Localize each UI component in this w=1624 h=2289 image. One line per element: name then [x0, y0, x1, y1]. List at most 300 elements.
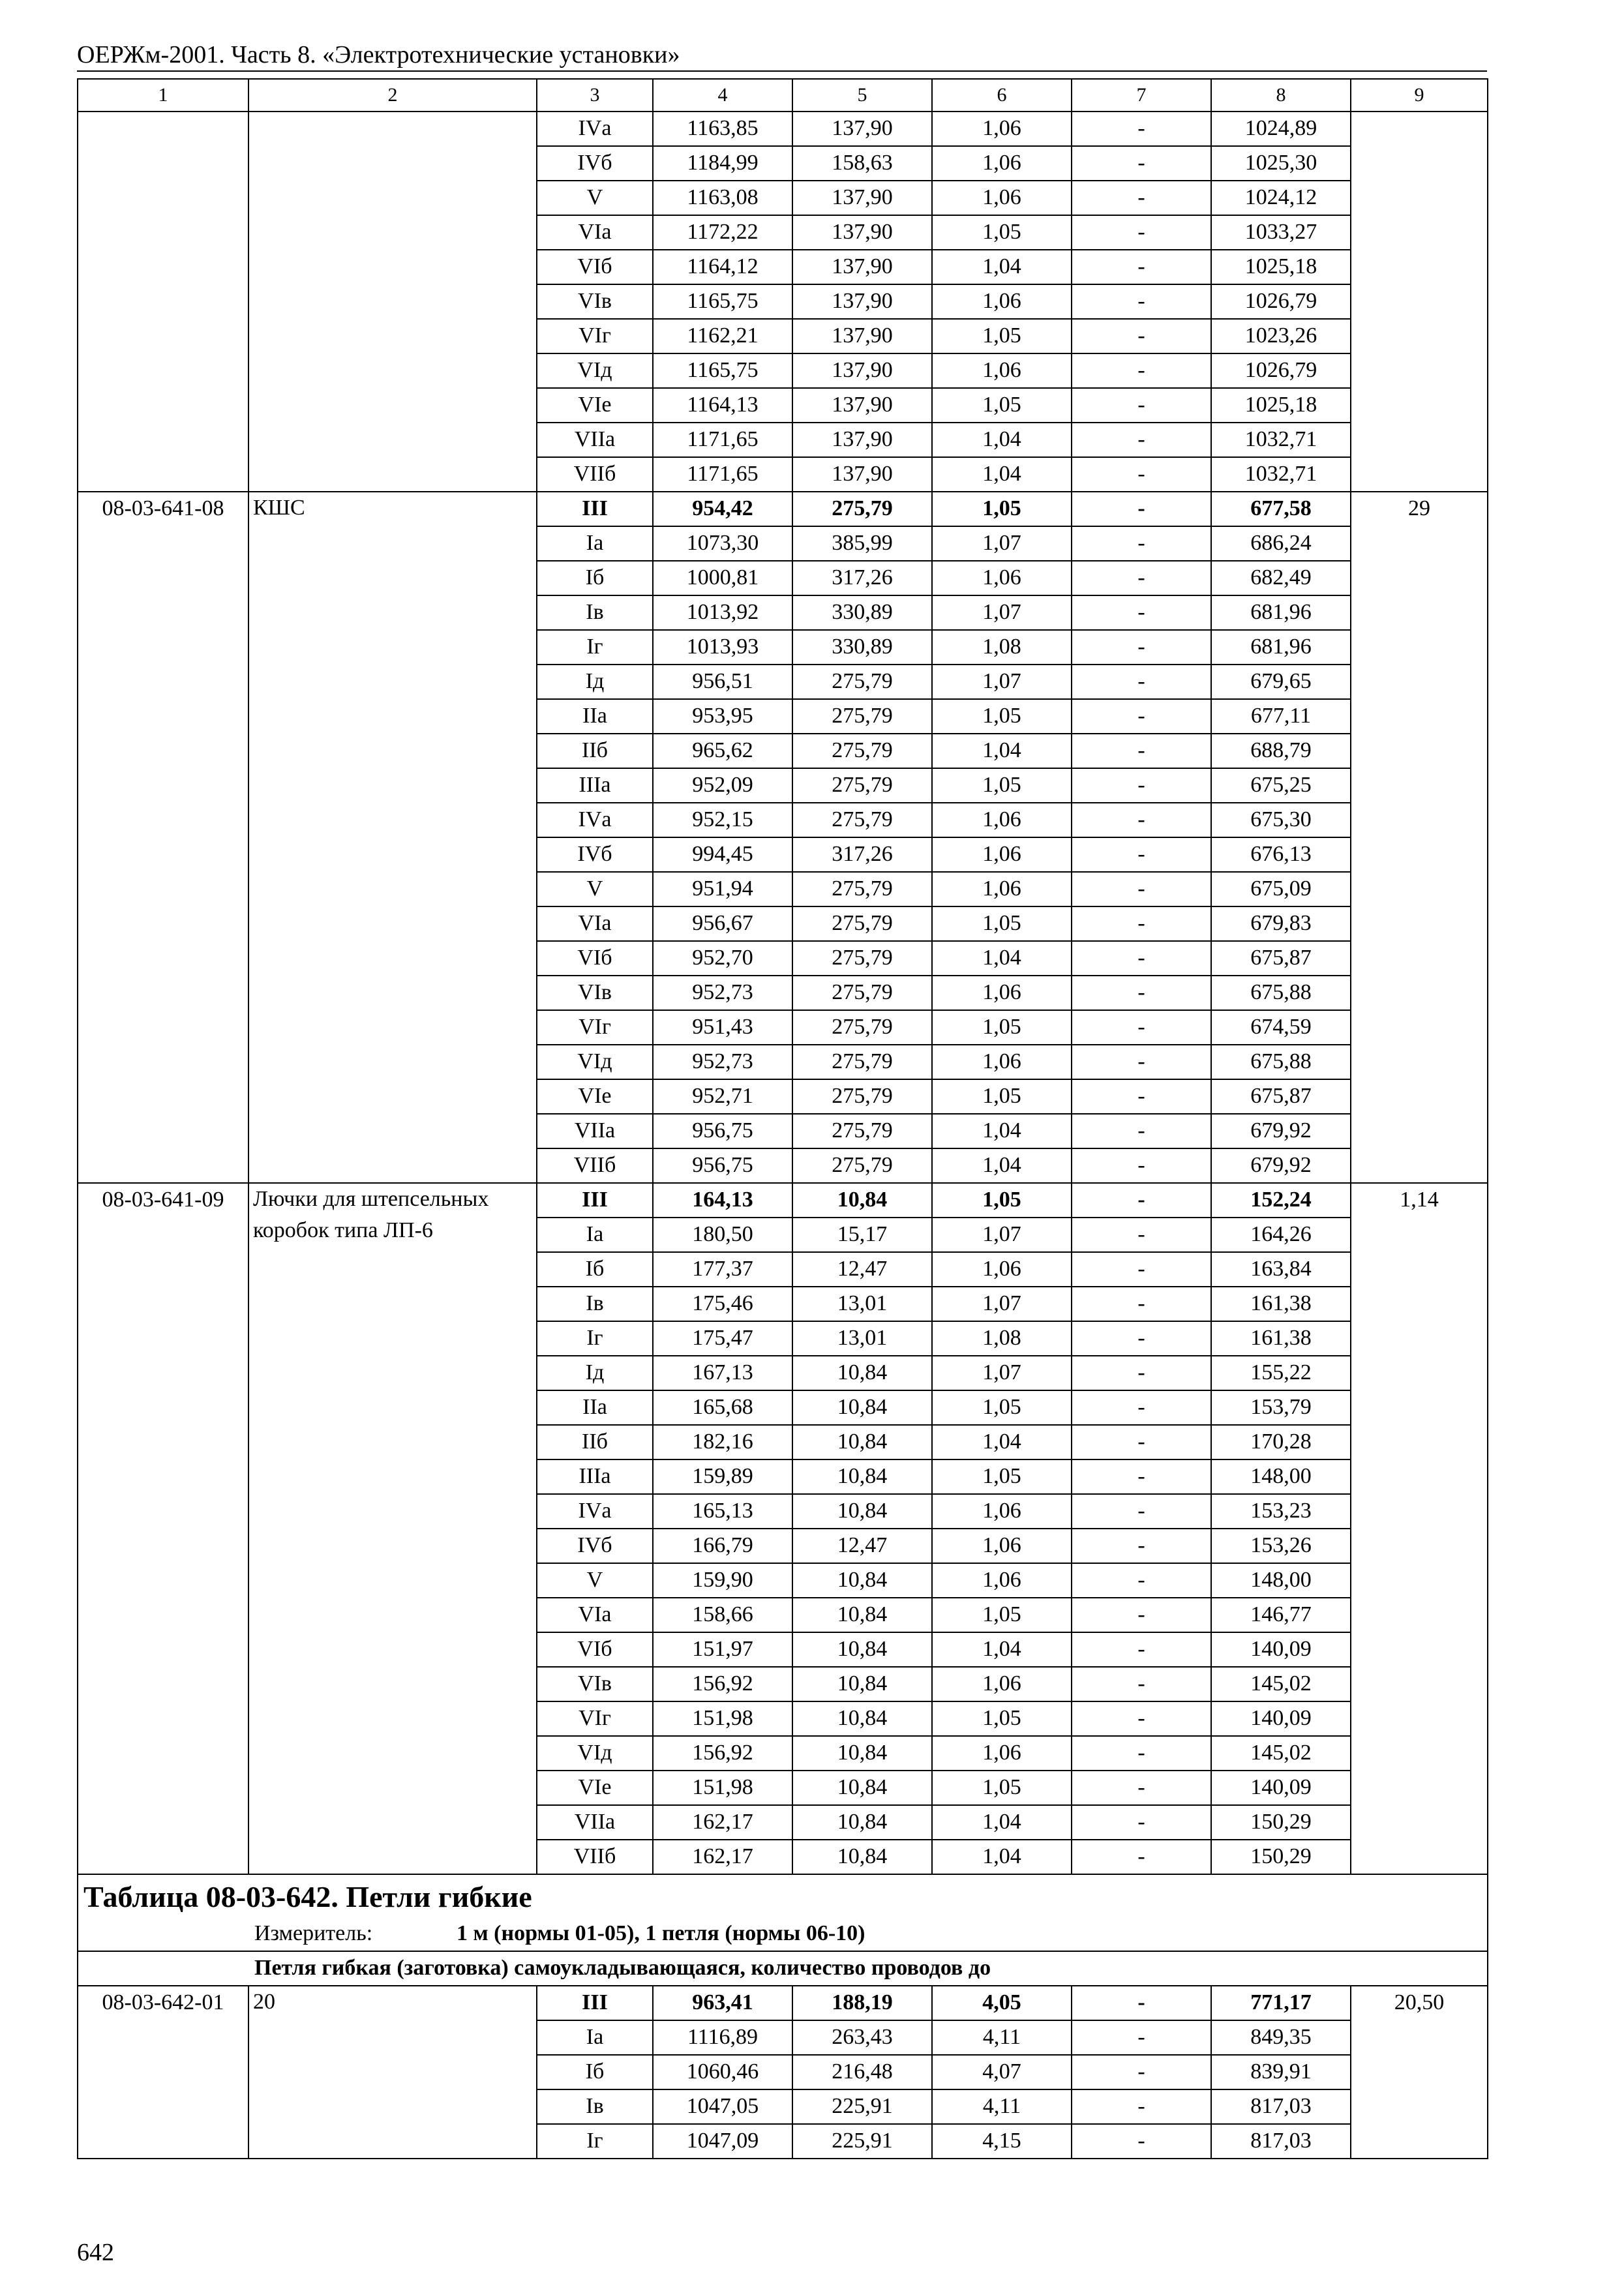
- zone-cell: III: [537, 492, 653, 526]
- value-cell: 952,09: [653, 768, 792, 803]
- zone-cell: Iа: [537, 526, 653, 561]
- value-cell: 839,91: [1211, 2055, 1351, 2089]
- value-cell: 1000,81: [653, 561, 792, 595]
- value-cell: 10,84: [792, 1598, 932, 1632]
- value-cell: 275,79: [792, 768, 932, 803]
- value-cell: 1025,18: [1211, 250, 1351, 284]
- value-cell: 1,07: [932, 595, 1072, 630]
- value-cell: -: [1072, 492, 1211, 526]
- rate-code: [78, 112, 248, 492]
- value-cell: 1171,65: [653, 423, 792, 457]
- value-cell: 13,01: [792, 1287, 932, 1321]
- value-cell: 1165,75: [653, 284, 792, 319]
- zone-cell: III: [537, 1183, 653, 1218]
- zone-cell: IVб: [537, 146, 653, 181]
- value-cell: 317,26: [792, 561, 932, 595]
- value-cell: 1,05: [932, 906, 1072, 941]
- value-cell: 166,79: [653, 1529, 792, 1563]
- section-header-row: [78, 1874, 1488, 1951]
- value-cell: 1032,71: [1211, 423, 1351, 457]
- value-cell: 10,84: [792, 1667, 932, 1701]
- value-cell: 686,24: [1211, 526, 1351, 561]
- value-cell: 170,28: [1211, 1425, 1351, 1459]
- value-cell: -: [1072, 1840, 1211, 1874]
- value-cell: -: [1072, 1114, 1211, 1148]
- value-cell: 4,07: [932, 2055, 1072, 2089]
- zone-cell: Iб: [537, 561, 653, 595]
- section-header: [78, 1874, 1488, 1951]
- zone-cell: VIд: [537, 1045, 653, 1079]
- rate-code: 08-03-642-01: [78, 1986, 248, 2159]
- value-cell: 148,00: [1211, 1563, 1351, 1598]
- value-cell: 679,92: [1211, 1148, 1351, 1183]
- value-cell: 163,84: [1211, 1252, 1351, 1287]
- col9-value: 1,14: [1351, 1183, 1488, 1874]
- value-cell: 159,89: [653, 1459, 792, 1494]
- value-cell: 137,90: [792, 353, 932, 388]
- zone-cell: VIIб: [537, 1840, 653, 1874]
- value-cell: 165,13: [653, 1494, 792, 1529]
- value-cell: 1,04: [932, 1425, 1072, 1459]
- column-number: 6: [932, 79, 1072, 112]
- value-cell: 1163,85: [653, 112, 792, 146]
- value-cell: 161,38: [1211, 1287, 1351, 1321]
- value-cell: 180,50: [653, 1218, 792, 1252]
- value-cell: 275,79: [792, 941, 932, 976]
- value-cell: 153,23: [1211, 1494, 1351, 1529]
- value-cell: 140,09: [1211, 1632, 1351, 1667]
- value-cell: 1,05: [932, 319, 1072, 353]
- value-cell: 1,06: [932, 561, 1072, 595]
- value-cell: -: [1072, 1010, 1211, 1045]
- value-cell: 145,02: [1211, 1667, 1351, 1701]
- value-cell: 137,90: [792, 250, 932, 284]
- value-cell: -: [1072, 1632, 1211, 1667]
- value-cell: -: [1072, 595, 1211, 630]
- value-cell: 10,84: [792, 1390, 932, 1425]
- zone-cell: VIд: [537, 1736, 653, 1771]
- value-cell: 817,03: [1211, 2089, 1351, 2124]
- value-cell: 225,91: [792, 2124, 932, 2159]
- value-cell: 1,05: [932, 1701, 1072, 1736]
- value-cell: 148,00: [1211, 1459, 1351, 1494]
- value-cell: 1,06: [932, 146, 1072, 181]
- value-cell: 10,84: [792, 1356, 932, 1390]
- value-cell: -: [1072, 284, 1211, 319]
- value-cell: 4,05: [932, 1986, 1072, 2020]
- zone-cell: Iд: [537, 665, 653, 699]
- value-cell: 1,04: [932, 941, 1072, 976]
- value-cell: 952,73: [653, 1045, 792, 1079]
- zone-cell: Iг: [537, 2124, 653, 2159]
- value-cell: -: [1072, 1529, 1211, 1563]
- value-cell: -: [1072, 457, 1211, 492]
- value-cell: 275,79: [792, 906, 932, 941]
- value-cell: 1164,12: [653, 250, 792, 284]
- zone-cell: V: [537, 181, 653, 215]
- value-cell: 13,01: [792, 1321, 932, 1356]
- value-cell: -: [1072, 1459, 1211, 1494]
- value-cell: 162,17: [653, 1805, 792, 1840]
- value-cell: 10,84: [792, 1459, 932, 1494]
- value-cell: 954,42: [653, 492, 792, 526]
- value-cell: 275,79: [792, 1148, 932, 1183]
- value-cell: -: [1072, 423, 1211, 457]
- value-cell: 10,84: [792, 1771, 932, 1805]
- value-cell: -: [1072, 1425, 1211, 1459]
- value-cell: -: [1072, 1986, 1211, 2020]
- column-number: 1: [78, 79, 248, 112]
- value-cell: 275,79: [792, 1079, 932, 1114]
- rate-code: 08-03-641-09: [78, 1183, 248, 1874]
- value-cell: 10,84: [792, 1563, 932, 1598]
- zone-cell: VIIа: [537, 1805, 653, 1840]
- zone-cell: IVа: [537, 803, 653, 837]
- value-cell: 1,07: [932, 1356, 1072, 1390]
- value-cell: 1,06: [932, 181, 1072, 215]
- value-cell: 1,07: [932, 1218, 1072, 1252]
- value-cell: -: [1072, 872, 1211, 906]
- value-cell: 1184,99: [653, 146, 792, 181]
- value-cell: -: [1072, 1805, 1211, 1840]
- value-cell: 275,79: [792, 1010, 932, 1045]
- value-cell: -: [1072, 1563, 1211, 1598]
- zone-cell: VIв: [537, 1667, 653, 1701]
- value-cell: 153,26: [1211, 1529, 1351, 1563]
- value-cell: 675,88: [1211, 1045, 1351, 1079]
- value-cell: 1,05: [932, 1390, 1072, 1425]
- value-cell: 951,43: [653, 1010, 792, 1045]
- value-cell: 1024,12: [1211, 181, 1351, 215]
- value-cell: 137,90: [792, 423, 932, 457]
- column-number: 9: [1351, 79, 1488, 112]
- zone-cell: Iа: [537, 2020, 653, 2055]
- value-cell: 1,05: [932, 492, 1072, 526]
- section-title: Таблица 08-03-642. Петли гибкие: [83, 1880, 532, 1913]
- value-cell: 679,83: [1211, 906, 1351, 941]
- table-row: [78, 492, 1488, 526]
- value-cell: 682,49: [1211, 561, 1351, 595]
- value-cell: 137,90: [792, 319, 932, 353]
- value-cell: -: [1072, 699, 1211, 734]
- value-cell: -: [1072, 1494, 1211, 1529]
- meter-value: 1 м (нормы 01-05), 1 петля (нормы 06-10): [457, 1921, 865, 1945]
- subheading-row: [78, 1951, 1488, 1986]
- value-cell: 1,06: [932, 837, 1072, 872]
- value-cell: 1,05: [932, 1079, 1072, 1114]
- value-cell: 675,09: [1211, 872, 1351, 906]
- value-cell: 951,94: [653, 872, 792, 906]
- value-cell: 1047,09: [653, 2124, 792, 2159]
- value-cell: 385,99: [792, 526, 932, 561]
- value-cell: 4,11: [932, 2089, 1072, 2124]
- column-number: 4: [653, 79, 792, 112]
- value-cell: 164,26: [1211, 1218, 1351, 1252]
- value-cell: 1,05: [932, 1183, 1072, 1218]
- zone-cell: VIа: [537, 906, 653, 941]
- value-cell: 275,79: [792, 734, 932, 768]
- zone-cell: VIа: [537, 215, 653, 250]
- zone-cell: IVа: [537, 1494, 653, 1529]
- value-cell: -: [1072, 1598, 1211, 1632]
- value-cell: 175,47: [653, 1321, 792, 1356]
- value-cell: -: [1072, 1045, 1211, 1079]
- value-cell: 675,87: [1211, 941, 1351, 976]
- value-cell: -: [1072, 734, 1211, 768]
- value-cell: 275,79: [792, 803, 932, 837]
- value-cell: 956,67: [653, 906, 792, 941]
- zone-cell: IVб: [537, 1529, 653, 1563]
- value-cell: 1,06: [932, 803, 1072, 837]
- value-cell: 1116,89: [653, 2020, 792, 2055]
- value-cell: -: [1072, 665, 1211, 699]
- value-cell: 275,79: [792, 665, 932, 699]
- zone-cell: VIе: [537, 388, 653, 423]
- value-cell: 1060,46: [653, 2055, 792, 2089]
- value-cell: 1033,27: [1211, 215, 1351, 250]
- value-cell: 330,89: [792, 595, 932, 630]
- value-cell: 1,05: [932, 1010, 1072, 1045]
- zone-cell: Iв: [537, 1287, 653, 1321]
- zone-cell: IIб: [537, 734, 653, 768]
- value-cell: 10,84: [792, 1632, 932, 1667]
- value-cell: 681,96: [1211, 630, 1351, 665]
- value-cell: -: [1072, 1390, 1211, 1425]
- zone-cell: IIа: [537, 699, 653, 734]
- value-cell: -: [1072, 353, 1211, 388]
- value-cell: 317,26: [792, 837, 932, 872]
- value-cell: 688,79: [1211, 734, 1351, 768]
- value-cell: 1,06: [932, 353, 1072, 388]
- zone-cell: IIа: [537, 1390, 653, 1425]
- value-cell: 1,08: [932, 630, 1072, 665]
- page-number: 642: [77, 2239, 114, 2266]
- value-cell: 167,13: [653, 1356, 792, 1390]
- value-cell: 1,06: [932, 1252, 1072, 1287]
- value-cell: 1,04: [932, 1632, 1072, 1667]
- column-number: 8: [1211, 79, 1351, 112]
- value-cell: 137,90: [792, 112, 932, 146]
- value-cell: 1,07: [932, 1287, 1072, 1321]
- value-cell: 1023,26: [1211, 319, 1351, 353]
- value-cell: 956,75: [653, 1114, 792, 1148]
- value-cell: 275,79: [792, 699, 932, 734]
- zone-cell: Iв: [537, 2089, 653, 2124]
- value-cell: 1,05: [932, 1771, 1072, 1805]
- value-cell: 12,47: [792, 1529, 932, 1563]
- value-cell: -: [1072, 1148, 1211, 1183]
- value-cell: 1,04: [932, 1148, 1072, 1183]
- column-number: 5: [792, 79, 932, 112]
- value-cell: -: [1072, 1079, 1211, 1114]
- value-cell: 153,79: [1211, 1390, 1351, 1425]
- value-cell: 155,22: [1211, 1356, 1351, 1390]
- value-cell: 216,48: [792, 2055, 932, 2089]
- rate-code: 08-03-641-08: [78, 492, 248, 1183]
- value-cell: 1163,08: [653, 181, 792, 215]
- value-cell: 10,84: [792, 1183, 932, 1218]
- value-cell: -: [1072, 906, 1211, 941]
- value-cell: 150,29: [1211, 1840, 1351, 1874]
- zone-cell: VIб: [537, 941, 653, 976]
- value-cell: 1,04: [932, 423, 1072, 457]
- value-cell: -: [1072, 803, 1211, 837]
- value-cell: -: [1072, 526, 1211, 561]
- zone-cell: VIIб: [537, 1148, 653, 1183]
- value-cell: 137,90: [792, 284, 932, 319]
- value-cell: 1,05: [932, 215, 1072, 250]
- table-row: [78, 1986, 1488, 2020]
- zone-cell: VIе: [537, 1079, 653, 1114]
- value-cell: 675,30: [1211, 803, 1351, 837]
- zone-cell: IIIа: [537, 768, 653, 803]
- zone-cell: VIд: [537, 353, 653, 388]
- value-cell: 275,79: [792, 976, 932, 1010]
- value-cell: 158,63: [792, 146, 932, 181]
- value-cell: 1,06: [932, 976, 1072, 1010]
- value-cell: 140,09: [1211, 1701, 1351, 1736]
- zone-cell: VIе: [537, 1771, 653, 1805]
- value-cell: 674,59: [1211, 1010, 1351, 1045]
- value-cell: 188,19: [792, 1986, 932, 2020]
- column-number-row: [78, 79, 1488, 112]
- zone-cell: VIв: [537, 284, 653, 319]
- value-cell: 849,35: [1211, 2020, 1351, 2055]
- value-cell: 1,06: [932, 1563, 1072, 1598]
- value-cell: 1,06: [932, 1045, 1072, 1079]
- value-cell: -: [1072, 146, 1211, 181]
- value-cell: 1013,92: [653, 595, 792, 630]
- value-cell: 152,24: [1211, 1183, 1351, 1218]
- value-cell: 146,77: [1211, 1598, 1351, 1632]
- document-header: ОЕРЖм-2001. Часть 8. «Электротехнические установки»: [77, 41, 680, 68]
- value-cell: 164,13: [653, 1183, 792, 1218]
- rate-name: [248, 112, 537, 492]
- value-cell: -: [1072, 1183, 1211, 1218]
- value-cell: 1,08: [932, 1321, 1072, 1356]
- value-cell: 1164,13: [653, 388, 792, 423]
- value-cell: -: [1072, 941, 1211, 976]
- zone-cell: VIIа: [537, 423, 653, 457]
- value-cell: 275,79: [792, 1114, 932, 1148]
- value-cell: 1,04: [932, 457, 1072, 492]
- value-cell: 175,46: [653, 1287, 792, 1321]
- value-cell: 956,51: [653, 665, 792, 699]
- value-cell: 159,90: [653, 1563, 792, 1598]
- value-cell: 165,68: [653, 1390, 792, 1425]
- value-cell: 330,89: [792, 630, 932, 665]
- value-cell: 994,45: [653, 837, 792, 872]
- zone-cell: VIIа: [537, 1114, 653, 1148]
- zone-cell: VIб: [537, 250, 653, 284]
- value-cell: 1,04: [932, 1840, 1072, 1874]
- value-cell: 137,90: [792, 215, 932, 250]
- value-cell: 1026,79: [1211, 353, 1351, 388]
- value-cell: 677,11: [1211, 699, 1351, 734]
- zone-cell: V: [537, 1563, 653, 1598]
- value-cell: 10,84: [792, 1840, 932, 1874]
- zone-cell: Iг: [537, 630, 653, 665]
- value-cell: 681,96: [1211, 595, 1351, 630]
- value-cell: 182,16: [653, 1425, 792, 1459]
- value-cell: 162,17: [653, 1840, 792, 1874]
- value-cell: -: [1072, 1667, 1211, 1701]
- value-cell: -: [1072, 215, 1211, 250]
- value-cell: 1,04: [932, 734, 1072, 768]
- value-cell: 1025,18: [1211, 388, 1351, 423]
- value-cell: 1026,79: [1211, 284, 1351, 319]
- value-cell: 963,41: [653, 1986, 792, 2020]
- value-cell: 1171,65: [653, 457, 792, 492]
- value-cell: -: [1072, 1771, 1211, 1805]
- col9-value: 20,50: [1351, 1986, 1488, 2159]
- zone-cell: IIб: [537, 1425, 653, 1459]
- value-cell: -: [1072, 837, 1211, 872]
- value-cell: 965,62: [653, 734, 792, 768]
- column-number: 3: [537, 79, 653, 112]
- value-cell: -: [1072, 630, 1211, 665]
- value-cell: 1,06: [932, 1494, 1072, 1529]
- value-cell: 15,17: [792, 1218, 932, 1252]
- zone-cell: Iб: [537, 1252, 653, 1287]
- value-cell: 1165,75: [653, 353, 792, 388]
- value-cell: 10,84: [792, 1805, 932, 1840]
- value-cell: 140,09: [1211, 1771, 1351, 1805]
- value-cell: 275,79: [792, 872, 932, 906]
- value-cell: 1,05: [932, 1459, 1072, 1494]
- zone-cell: IVб: [537, 837, 653, 872]
- value-cell: 10,84: [792, 1494, 932, 1529]
- value-cell: 4,11: [932, 2020, 1072, 2055]
- value-cell: 1,07: [932, 526, 1072, 561]
- subheading: Петля гибкая (заготовка) самоукладывающаяся, количество проводов до: [78, 1951, 1488, 1986]
- col9-value: [1351, 112, 1488, 492]
- meter-label: Измеритель:: [254, 1921, 373, 1945]
- value-cell: 1,07: [932, 665, 1072, 699]
- zone-cell: Iд: [537, 1356, 653, 1390]
- value-cell: 150,29: [1211, 1805, 1351, 1840]
- value-cell: 10,84: [792, 1736, 932, 1771]
- value-cell: -: [1072, 1218, 1211, 1252]
- value-cell: 679,65: [1211, 665, 1351, 699]
- value-cell: 1047,05: [653, 2089, 792, 2124]
- value-cell: 156,92: [653, 1736, 792, 1771]
- value-cell: -: [1072, 1252, 1211, 1287]
- rates-table: [77, 78, 1488, 2159]
- value-cell: 952,15: [653, 803, 792, 837]
- value-cell: 1,06: [932, 112, 1072, 146]
- value-cell: 1,04: [932, 1805, 1072, 1840]
- value-cell: -: [1072, 2020, 1211, 2055]
- value-cell: 137,90: [792, 388, 932, 423]
- value-cell: -: [1072, 250, 1211, 284]
- value-cell: 1162,21: [653, 319, 792, 353]
- value-cell: 952,71: [653, 1079, 792, 1114]
- value-cell: 1,05: [932, 1598, 1072, 1632]
- table-row: [78, 1183, 1488, 1218]
- value-cell: 675,88: [1211, 976, 1351, 1010]
- value-cell: 1013,93: [653, 630, 792, 665]
- zone-cell: VIг: [537, 319, 653, 353]
- value-cell: 1,06: [932, 284, 1072, 319]
- column-number: 2: [248, 79, 537, 112]
- value-cell: 225,91: [792, 2089, 932, 2124]
- zone-cell: VIв: [537, 976, 653, 1010]
- value-cell: 679,92: [1211, 1114, 1351, 1148]
- value-cell: 12,47: [792, 1252, 932, 1287]
- value-cell: 956,75: [653, 1148, 792, 1183]
- value-cell: 156,92: [653, 1667, 792, 1701]
